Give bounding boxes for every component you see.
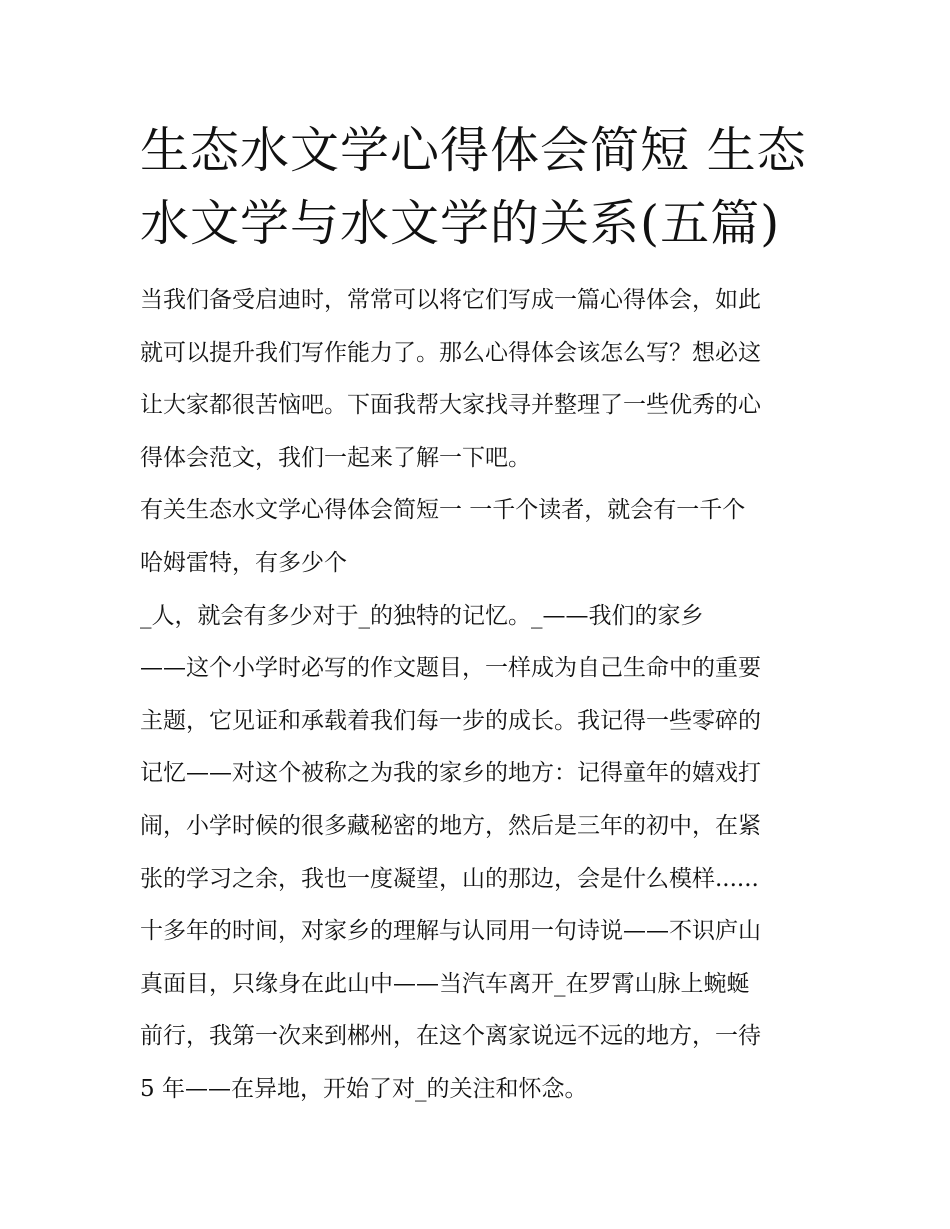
body-line: 有关生态水文学心得体会简短一 一千个读者，就会有一千个 <box>140 497 746 524</box>
body-line: 当我们备受启迪时，常常可以将它们写成一篇心得体会，如此 <box>140 287 761 313</box>
body-line: 闹，小学时候的很多藏秘密的地方，然后是三年的初中，在紧 <box>140 812 761 839</box>
title-line: 生态水文学心得体会简短 生态 <box>140 122 807 179</box>
title-line: 水文学与水文学的关系(五篇) <box>140 195 781 252</box>
body-line: 前行，我第一次来到郴州，在这个离家说远不远的地方，一待 <box>140 1023 761 1050</box>
document-body <box>140 280 830 1122</box>
body-line: 真面目，只缘身在此山中——当汽车离开_在罗霄山脉上蜿蜒 <box>140 970 750 997</box>
body-line: ——这个小学时必写的作文题目，一样成为自己生命中的重要 <box>140 655 761 682</box>
body-line: 就可以提升我们写作能力了。那么心得体会该怎么写？想必这 <box>140 339 761 366</box>
body-line: 记忆——对这个被称之为我的家乡的地方：记得童年的嬉戏打 <box>140 760 761 787</box>
body-line: 主题，它见证和承载着我们每一步的成长。我记得一些零碎的 <box>140 707 761 734</box>
body-line: 让大家都很苦恼吧。下面我帮大家找寻并整理了一些优秀的心 <box>140 392 761 419</box>
body-line: 哈姆雷特，有多少个 <box>140 549 347 576</box>
body-line: _人，就会有多少对于_的独特的记忆。_——我们的家乡 <box>140 602 704 629</box>
body-line: 十多年的时间，对家乡的理解与认同用一句诗说——不识庐山 <box>140 918 761 945</box>
body-line: 张的学习之余，我也一度凝望，山的那边，会是什么模样...... <box>140 865 759 892</box>
body-line: 5 年——在异地，开始了对_的关注和怀念。 <box>140 1075 588 1102</box>
document-title <box>140 114 820 260</box>
body-line: 得体会范文，我们一起来了解一下吧。 <box>140 444 531 471</box>
